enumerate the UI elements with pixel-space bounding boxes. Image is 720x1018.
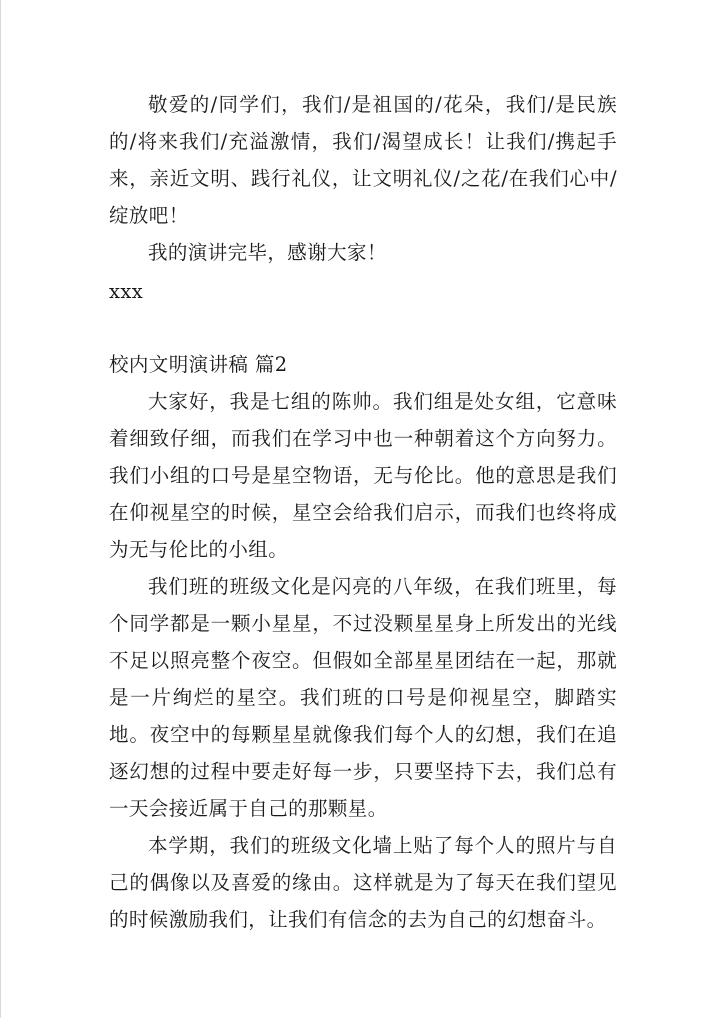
body-paragraph-2: 我们班的班级文化是闪亮的八年级，在我们班里，每个同学都是一颗小星星，不过没颗星星身上所发出的光线不足以照亮整个夜空。但假如全部星星团结在一起，那就是一片绚烂的星空。我们班的口号是仰视星空，脚踏实地。夜空中的每颗星星就像我们每个人的幻想，我们在追逐幻想的过程中要走好每一步，只要坚持下去，我们总有一天会接近属于自己的那颗星。: [109, 575, 617, 820]
body-paragraph-3: 本学期，我们的班级文化墙上贴了每个人的照片与自己的偶像以及喜爱的缘由。这样就是为了每天在我们望见的时候激励我们，让我们有信念的去为自己的幻想奋斗。: [109, 834, 617, 931]
separator-text: xxx: [109, 280, 144, 303]
closing-paragraph: 敬爱的/同学们，我们/是祖国的/花朵，我们/是民族的/将来我们/充溢激情，我们/渴望成长！让我们/携起手来，亲近文明、践行礼仪，让文明礼仪/之花/在我们心中/绽放吧！: [109, 93, 617, 227]
section-title: 校内文明演讲稿 篇2: [109, 353, 288, 376]
document-body: [109, 86, 617, 938]
body-paragraph-1: 大家好，我是七组的陈帅。我们组是处女组，它意味着细致仔细，而我们在学习中也一种朝着这个方向努力。我们小组的口号是星空物语，无与伦比。他的意思是我们在仰视星空的时候，星空会给我们启示，而我们也终将成为无与伦比的小组。: [109, 390, 617, 561]
thanks-line: 我的演讲完毕，感谢大家！: [148, 241, 387, 264]
